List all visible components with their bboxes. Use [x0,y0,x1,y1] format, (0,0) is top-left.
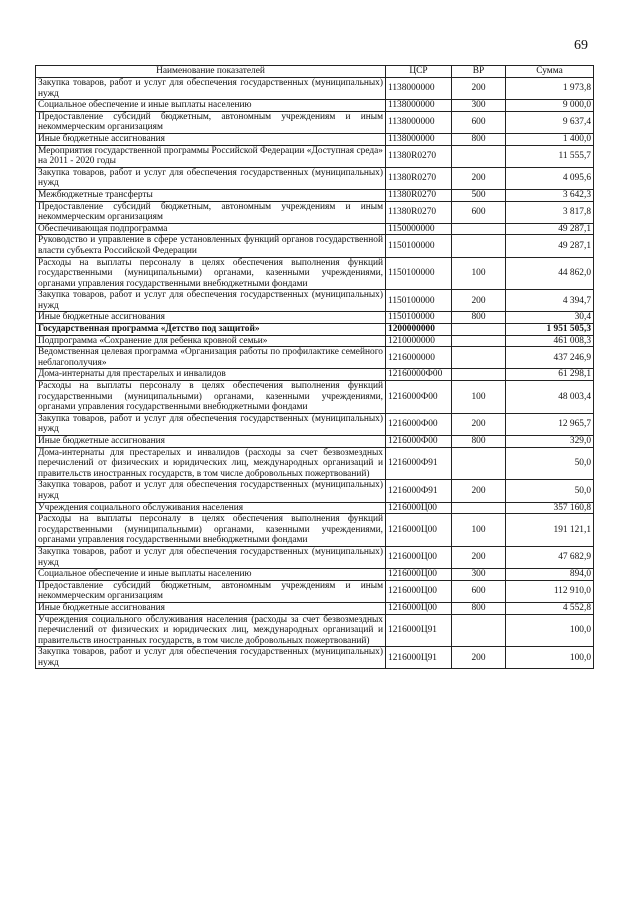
cell-sum: 112 910,0 [506,580,594,602]
cell-csr: 1138000000 [386,133,452,145]
table-row [36,312,594,324]
cell-sum: 44 862,0 [506,257,594,290]
cell-name: Расходы на выплаты персоналу в целях обеспечения выполнения функций государственными (муниципальными) органами, казенными учреждениями, органами управления государственными внебюджетными фондами [36,514,386,547]
cell-name: Государственная программа «Детство под защитой» [36,324,386,336]
cell-csr: 1216000Ц00 [386,546,452,568]
cell-sum: 11 555,7 [506,145,594,167]
cell-vr: 800 [452,602,506,614]
table-row [36,223,594,235]
header-csr: ЦСР [386,66,452,78]
cell-sum: 9 000,0 [506,100,594,112]
cell-csr: 11380R0270 [386,189,452,201]
cell-sum: 1 951 505,3 [506,324,594,336]
cell-csr: 1216000Ц00 [386,569,452,581]
table-row [36,290,594,312]
cell-csr: 1138000000 [386,78,452,100]
cell-vr [452,347,506,369]
cell-vr: 200 [452,546,506,568]
cell-name: Иные бюджетные ассигнования [36,133,386,145]
cell-sum: 12 965,7 [506,413,594,435]
cell-vr [452,502,506,514]
table-row [36,381,594,414]
cell-name: Мероприятия государственной программы Российской Федерации «Доступная среда» на 2011 - 2020 годы [36,145,386,167]
cell-vr [452,369,506,381]
cell-csr: 1138000000 [386,111,452,133]
cell-name: Закупка товаров, работ и услуг для обеспечения государственных (муниципальных) нужд [36,480,386,502]
cell-name: Иные бюджетные ассигнования [36,436,386,448]
cell-vr: 800 [452,436,506,448]
page-number: 69 [574,38,588,53]
cell-vr: 200 [452,290,506,312]
header-sum: Сумма [506,66,594,78]
cell-sum: 3 817,8 [506,201,594,223]
table-header-row [36,66,594,78]
cell-vr: 600 [452,580,506,602]
cell-sum: 50,0 [506,480,594,502]
cell-name: Иные бюджетные ассигнования [36,602,386,614]
cell-csr: 11380R0270 [386,201,452,223]
cell-vr: 100 [452,257,506,290]
cell-vr: 800 [452,312,506,324]
table-row [36,189,594,201]
cell-csr: 11380R0270 [386,167,452,189]
cell-name: Закупка товаров, работ и услуг для обеспечения государственных (муниципальных) нужд [36,78,386,100]
table-row [36,436,594,448]
table-row [36,324,594,336]
table-row [36,502,594,514]
header-name: Наименование показателей [36,66,386,78]
cell-name: Дома-интернаты для престарелых и инвалидов (расходы за счет безвозмездных перечислений от физических и юридических лиц, международных организаций и правительств иностранных государств, в том числе добровольных пожертвований) [36,447,386,480]
cell-sum: 4 095,6 [506,167,594,189]
cell-sum: 1 973,8 [506,78,594,100]
table-row [36,569,594,581]
cell-vr: 200 [452,647,506,669]
table-row [36,614,594,647]
cell-csr: 1150100000 [386,257,452,290]
table-row [36,100,594,112]
cell-vr: 800 [452,133,506,145]
cell-vr: 200 [452,167,506,189]
cell-vr: 600 [452,201,506,223]
cell-vr: 300 [452,569,506,581]
cell-csr: 12160000Ф00 [386,369,452,381]
table-body [36,78,594,669]
cell-csr: 1216000Ц00 [386,602,452,614]
table-row [36,580,594,602]
cell-vr [452,614,506,647]
cell-sum: 191 121,1 [506,514,594,547]
cell-vr [452,235,506,257]
cell-sum: 100,0 [506,614,594,647]
cell-sum: 100,0 [506,647,594,669]
cell-sum: 47 682,9 [506,546,594,568]
cell-csr: 1138000000 [386,100,452,112]
cell-name: Обеспечивающая подпрограмма [36,223,386,235]
cell-csr: 1216000Ф00 [386,413,452,435]
cell-sum: 61 298,1 [506,369,594,381]
table-row [36,145,594,167]
cell-name: Предоставление субсидий бюджетным, автономным учреждениям и иным некоммерческим организациям [36,111,386,133]
cell-vr [452,223,506,235]
header-vr: ВР [452,66,506,78]
cell-csr: 11380R0270 [386,145,452,167]
cell-csr: 1216000Ц00 [386,502,452,514]
cell-vr [452,324,506,336]
cell-name: Учреждения социального обслуживания населения [36,502,386,514]
table-row [36,647,594,669]
table-row [36,201,594,223]
table-row [36,167,594,189]
cell-sum: 1 400,0 [506,133,594,145]
cell-name: Закупка товаров, работ и услуг для обеспечения государственных (муниципальных) нужд [36,647,386,669]
table-row [36,133,594,145]
cell-name: Закупка товаров, работ и услуг для обеспечения государственных (муниципальных) нужд [36,546,386,568]
cell-sum: 4 394,7 [506,290,594,312]
cell-name: Социальное обеспечение и иные выплаты населению [36,569,386,581]
cell-sum: 4 552,8 [506,602,594,614]
table-row [36,546,594,568]
cell-csr: 1150100000 [386,312,452,324]
cell-vr: 600 [452,111,506,133]
cell-csr: 1200000000 [386,324,452,336]
table-row [36,413,594,435]
cell-name: Закупка товаров, работ и услуг для обеспечения государственных (муниципальных) нужд [36,290,386,312]
cell-name: Ведомственная целевая программа «Организация работы по профилактике семейного неблагополучия» [36,347,386,369]
cell-vr: 200 [452,78,506,100]
cell-sum: 461 008,3 [506,335,594,347]
cell-name: Дома-интернаты для престарелых и инвалидов [36,369,386,381]
cell-sum: 50,0 [506,447,594,480]
cell-csr: 1150100000 [386,235,452,257]
cell-vr: 100 [452,381,506,414]
cell-sum: 357 160,8 [506,502,594,514]
cell-name: Расходы на выплаты персоналу в целях обеспечения выполнения функций государственными (муниципальными) органами, казенными учреждениями, органами управления государственными внебюджетными фондами [36,381,386,414]
budget-table [35,65,594,669]
cell-csr: 1216000Ц00 [386,514,452,547]
cell-sum: 49 287,1 [506,235,594,257]
cell-csr: 1150000000 [386,223,452,235]
table-row [36,335,594,347]
cell-csr: 1216000Ц91 [386,614,452,647]
cell-vr: 100 [452,514,506,547]
cell-name: Учреждения социального обслуживания населения (расходы за счет безвозмездных перечислений от физических и юридических лиц, международных организаций и правительств иностранных государств, в том числе добровольных пожертвований) [36,614,386,647]
cell-csr: 1210000000 [386,335,452,347]
cell-csr: 1216000Ф00 [386,436,452,448]
cell-sum: 437 246,9 [506,347,594,369]
cell-vr: 500 [452,189,506,201]
cell-vr [452,335,506,347]
cell-name: Межбюджетные трансферты [36,189,386,201]
cell-name: Руководство и управление в сфере установленных функций органов государственной власти субъекта Российской Федерации [36,235,386,257]
cell-sum: 48 003,4 [506,381,594,414]
cell-csr: 1150100000 [386,290,452,312]
cell-sum: 30,4 [506,312,594,324]
cell-sum: 329,0 [506,436,594,448]
table-row [36,235,594,257]
table-row [36,514,594,547]
cell-name: Расходы на выплаты персоналу в целях обеспечения выполнения функций государственными (муниципальными) органами, казенными учреждениями, органами управления государственными внебюджетными фондами [36,257,386,290]
table-row [36,447,594,480]
cell-csr: 1216000Ф91 [386,447,452,480]
cell-name: Предоставление субсидий бюджетным, автономным учреждениям и иным некоммерческим организациям [36,580,386,602]
cell-csr: 1216000Ц00 [386,580,452,602]
cell-name: Социальное обеспечение и иные выплаты населению [36,100,386,112]
cell-csr: 1216000000 [386,347,452,369]
cell-csr: 1216000Ц91 [386,647,452,669]
cell-name: Подпрограмма «Сохранение для ребенка кровной семьи» [36,335,386,347]
cell-name: Закупка товаров, работ и услуг для обеспечения государственных (муниципальных) нужд [36,413,386,435]
cell-csr: 1216000Ф91 [386,480,452,502]
table-row [36,78,594,100]
cell-vr: 300 [452,100,506,112]
table-row [36,480,594,502]
cell-sum: 894,0 [506,569,594,581]
table-row [36,111,594,133]
cell-name: Предоставление субсидий бюджетным, автономным учреждениям и иным некоммерческим организациям [36,201,386,223]
cell-name: Иные бюджетные ассигнования [36,312,386,324]
table-row [36,602,594,614]
cell-vr [452,145,506,167]
table-row [36,347,594,369]
cell-vr: 200 [452,480,506,502]
cell-name: Закупка товаров, работ и услуг для обеспечения государственных (муниципальных) нужд [36,167,386,189]
table-row [36,369,594,381]
cell-vr [452,447,506,480]
cell-sum: 9 637,4 [506,111,594,133]
cell-vr: 200 [452,413,506,435]
cell-csr: 1216000Ф00 [386,381,452,414]
cell-sum: 3 642,3 [506,189,594,201]
cell-sum: 49 287,1 [506,223,594,235]
table-row [36,257,594,290]
